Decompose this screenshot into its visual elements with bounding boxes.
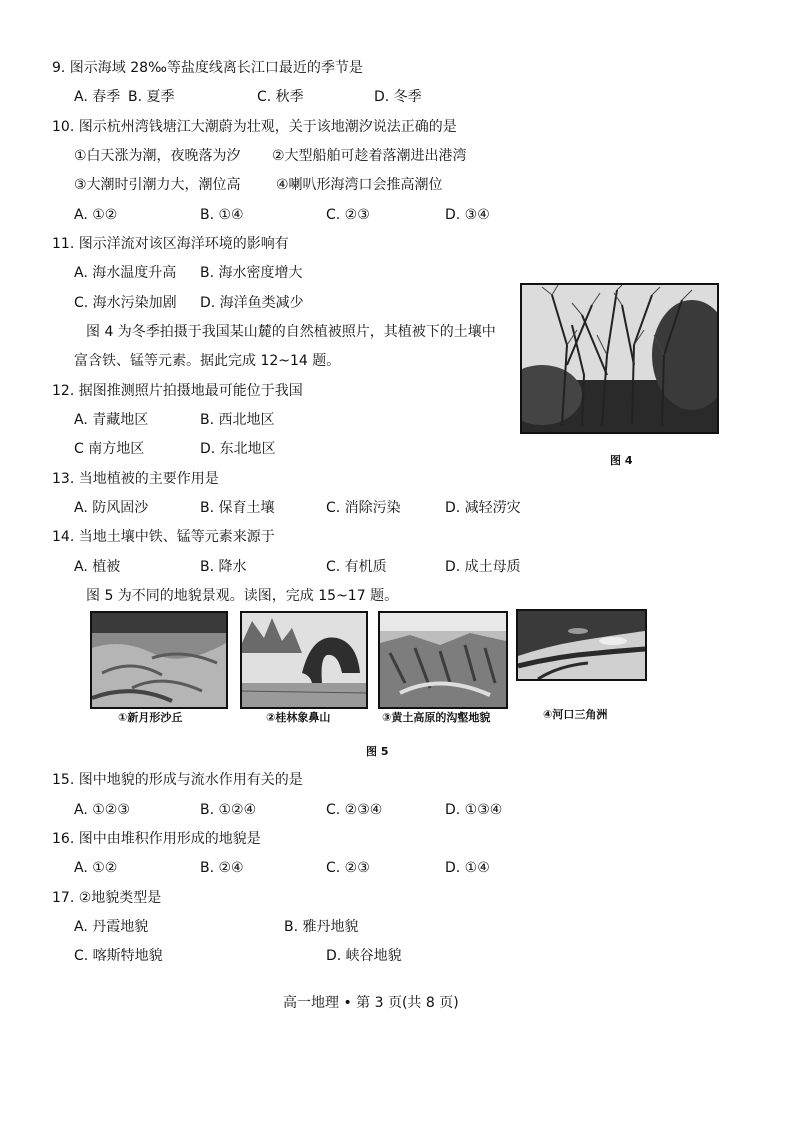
q12-option-b: B. 西北地区 bbox=[200, 412, 275, 428]
q17-option-d: D. 峡谷地貌 bbox=[326, 948, 402, 964]
figure-5-caption-2: ②桂林象鼻山 bbox=[266, 711, 331, 724]
figure-4-winter-forest-photo bbox=[520, 283, 719, 434]
q15-option-d: D. ①③④ bbox=[445, 802, 503, 818]
q9-option-d: D. 冬季 bbox=[374, 89, 422, 105]
figure-5-caption-4: ④河口三角洲 bbox=[543, 708, 608, 721]
q16-stem: 16. 图中由堆积作用形成的地貌是 bbox=[52, 831, 261, 847]
q11-option-c: C. 海水污染加剧 bbox=[74, 295, 177, 311]
figure-5-photo-loess-gullies bbox=[378, 611, 508, 709]
figure-5-photo-elephant-trunk-hill bbox=[240, 611, 368, 709]
q17-option-a: A. 丹霞地貌 bbox=[74, 919, 149, 935]
q14-option-d: D. 成土母质 bbox=[445, 559, 521, 575]
q10-statement-3: ③大潮时引潮力大，潮位高 bbox=[74, 177, 241, 193]
q11-option-d: D. 海洋鱼类减少 bbox=[200, 295, 304, 311]
q12-option-c: C 南方地区 bbox=[74, 441, 145, 457]
intro-12-14-line2: 富含铁、锰等元素。据此完成 12~14 题。 bbox=[74, 353, 341, 369]
q13-option-b: B. 保育土壤 bbox=[200, 500, 275, 516]
intro-12-14-line1: 图 4 为冬季拍摄于我国某山麓的自然植被照片，其植被下的土壤中 bbox=[86, 324, 496, 340]
q9-option-c: C. 秋季 bbox=[257, 89, 304, 105]
q15-option-b: B. ①②④ bbox=[200, 802, 257, 818]
q16-option-b: B. ②④ bbox=[200, 860, 244, 876]
q11-stem: 11. 图示洋流对该区海洋环境的影响有 bbox=[52, 236, 289, 252]
q9-stem: 9. 图示海域 28‰等盐度线离长江口最近的季节是 bbox=[52, 60, 363, 76]
q15-option-a: A. ①②③ bbox=[74, 802, 130, 818]
q12-option-a: A. 青藏地区 bbox=[74, 412, 149, 428]
q11-option-a: A. 海水温度升高 bbox=[74, 265, 177, 281]
q16-option-c: C. ②③ bbox=[326, 860, 370, 876]
q10-option-c: C. ②③ bbox=[326, 207, 370, 223]
q15-stem: 15. 图中地貌的形成与流水作用有关的是 bbox=[52, 772, 303, 788]
figure-5-photo-sand-dune bbox=[90, 611, 228, 709]
q10-option-a: A. ①② bbox=[74, 207, 118, 223]
q12-stem: 12. 据图推测照片拍摄地最可能位于我国 bbox=[52, 383, 303, 399]
q14-option-c: C. 有机质 bbox=[326, 559, 387, 575]
q11-option-b: B. 海水密度增大 bbox=[200, 265, 303, 281]
q13-option-a: A. 防风固沙 bbox=[74, 500, 149, 516]
q9-option-a: A. 春季 bbox=[74, 89, 121, 105]
q14-option-a: A. 植被 bbox=[74, 559, 121, 575]
q17-option-b: B. 雅丹地貌 bbox=[284, 919, 359, 935]
figure-4-caption: 图 4 bbox=[610, 454, 633, 467]
q14-option-b: B. 降水 bbox=[200, 559, 247, 575]
q17-option-c: C. 喀斯特地貌 bbox=[74, 948, 163, 964]
q10-statement-1: ①白天涨为潮，夜晚落为汐 bbox=[74, 148, 241, 164]
q10-statement-4: ④喇叭形海湾口会推高潮位 bbox=[276, 177, 443, 193]
figure-5-caption: 图 5 bbox=[366, 745, 389, 758]
q13-option-d: D. 减轻涝灾 bbox=[445, 500, 521, 516]
q13-option-c: C. 消除污染 bbox=[326, 500, 401, 516]
q10-option-b: B. ①④ bbox=[200, 207, 244, 223]
q16-option-d: D. ①④ bbox=[445, 860, 490, 876]
figure-5-photo-river-delta bbox=[516, 609, 647, 681]
q9-option-b: B. 夏季 bbox=[128, 89, 175, 105]
page-footer: 高一地理 • 第 3 页(共 8 页) bbox=[283, 995, 459, 1011]
q10-stem: 10. 图示杭州湾钱塘江大潮蔚为壮观，关于该地潮汐说法正确的是 bbox=[52, 119, 457, 135]
q13-stem: 13. 当地植被的主要作用是 bbox=[52, 471, 219, 487]
q16-option-a: A. ①② bbox=[74, 860, 118, 876]
figure-5-caption-3: ③黄土高原的沟壑地貌 bbox=[382, 711, 491, 724]
q10-option-d: D. ③④ bbox=[445, 207, 490, 223]
q17-stem: 17. ②地貌类型是 bbox=[52, 890, 162, 906]
q14-stem: 14. 当地土壤中铁、锰等元素来源于 bbox=[52, 529, 275, 545]
figure-5-caption-1: ①新月形沙丘 bbox=[118, 711, 183, 724]
q15-option-c: C. ②③④ bbox=[326, 802, 383, 818]
q12-option-d: D. 东北地区 bbox=[200, 441, 276, 457]
q10-statement-2: ②大型船舶可趁着落潮进出港湾 bbox=[272, 148, 467, 164]
intro-15-17: 图 5 为不同的地貌景观。读图，完成 15~17 题。 bbox=[86, 588, 399, 604]
